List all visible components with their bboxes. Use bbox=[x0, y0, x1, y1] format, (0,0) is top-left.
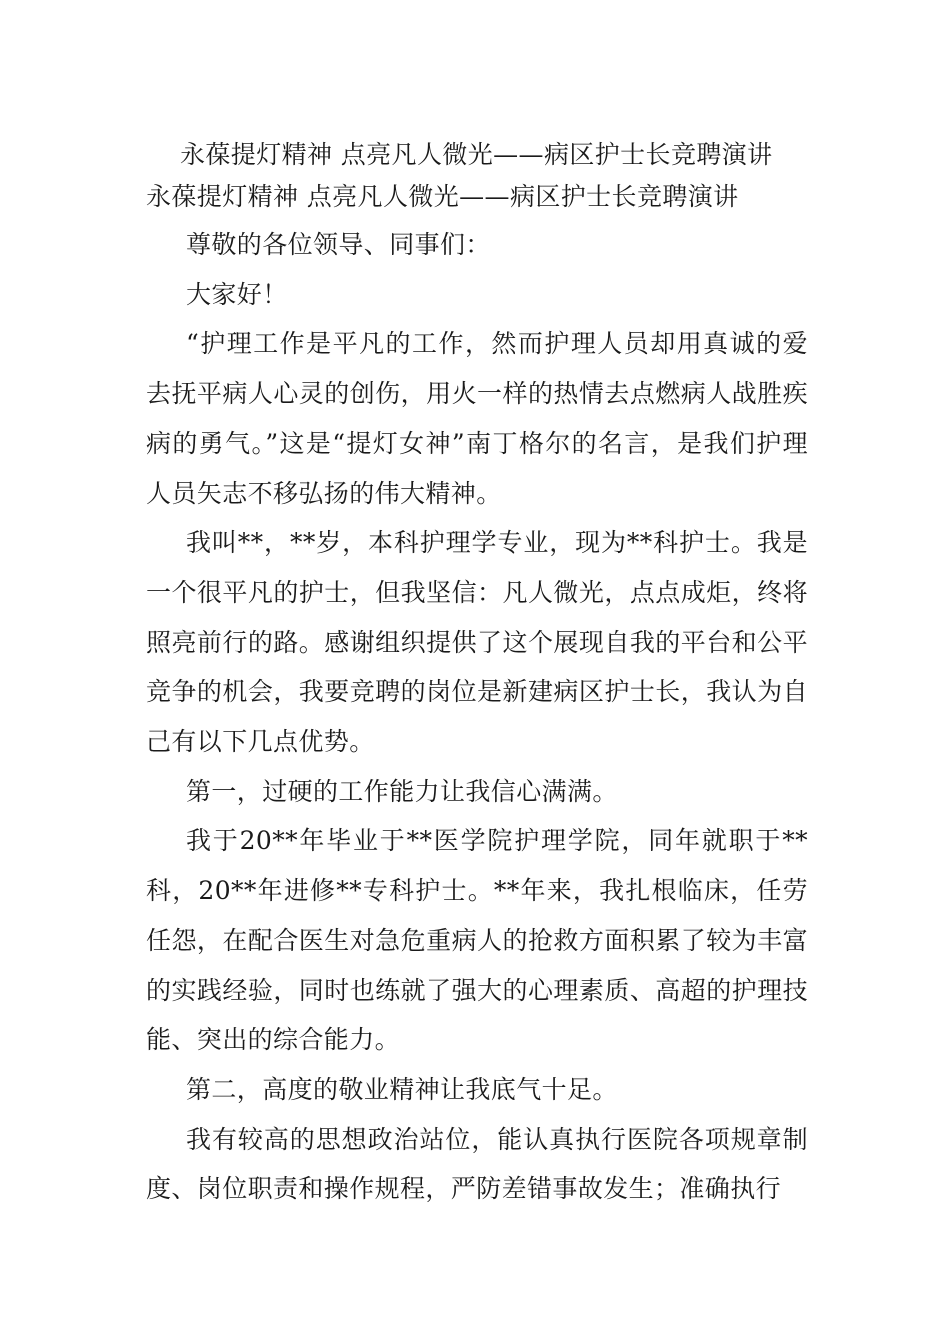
second-point-heading: 第二，高度的敬业精神让我底气十足。 bbox=[186, 1074, 618, 1104]
nightingale-quote-paragraph: “护理工作是平凡的工作，然而护理人员却用真诚的爱去抚平病人心灵的创伤，用火一样的热情去点燃病人战胜疾病的勇气。”这是“提灯女神”南丁格尔的名言，是我们护理人员矢志不移弘扬的伟大精神。 bbox=[146, 329, 808, 508]
document-title: 永葆提灯精神 点亮凡人微光——病区护士长竞聘演讲 bbox=[180, 140, 773, 169]
document-subtitle-repeat: 永葆提灯精神 点亮凡人微光——病区护士长竞聘演讲 bbox=[146, 182, 739, 211]
document-body bbox=[146, 134, 808, 1214]
work-experience-paragraph: 我于20**年毕业于**医学院护理学院，同年就职于**科，20**年进修**专科护士。**年来，我扎根临床，任劳任怨，在配合医生对急危重病人的抢救方面积累了较为丰富的实践经验，同时也练就了强大的心理素质、高超的护理技能、突出的综合能力。 bbox=[146, 826, 808, 1055]
salutation-paragraph: 尊敬的各位领导、同事们： bbox=[186, 230, 491, 259]
first-point-heading: 第一，过硬的工作能力让我信心满满。 bbox=[186, 776, 618, 806]
dedication-paragraph: 我有较高的思想政治站位，能认真执行医院各项规章制度、岗位职责和操作规程，严防差错事故发生；准确执行 bbox=[146, 1124, 808, 1204]
self-introduction-paragraph: 我叫**，**岁，本科护理学专业，现为**科护士。我是一个很平凡的护士，但我坚信：凡人微光，点点成炬，终将照亮前行的路。感谢组织提供了这个展现自我的平台和公平竞争的机会，我要竞聘的岗位是新建病区护士长，我认为自己有以下几点优势。 bbox=[146, 528, 808, 757]
greeting-paragraph: 大家好！ bbox=[186, 279, 288, 309]
